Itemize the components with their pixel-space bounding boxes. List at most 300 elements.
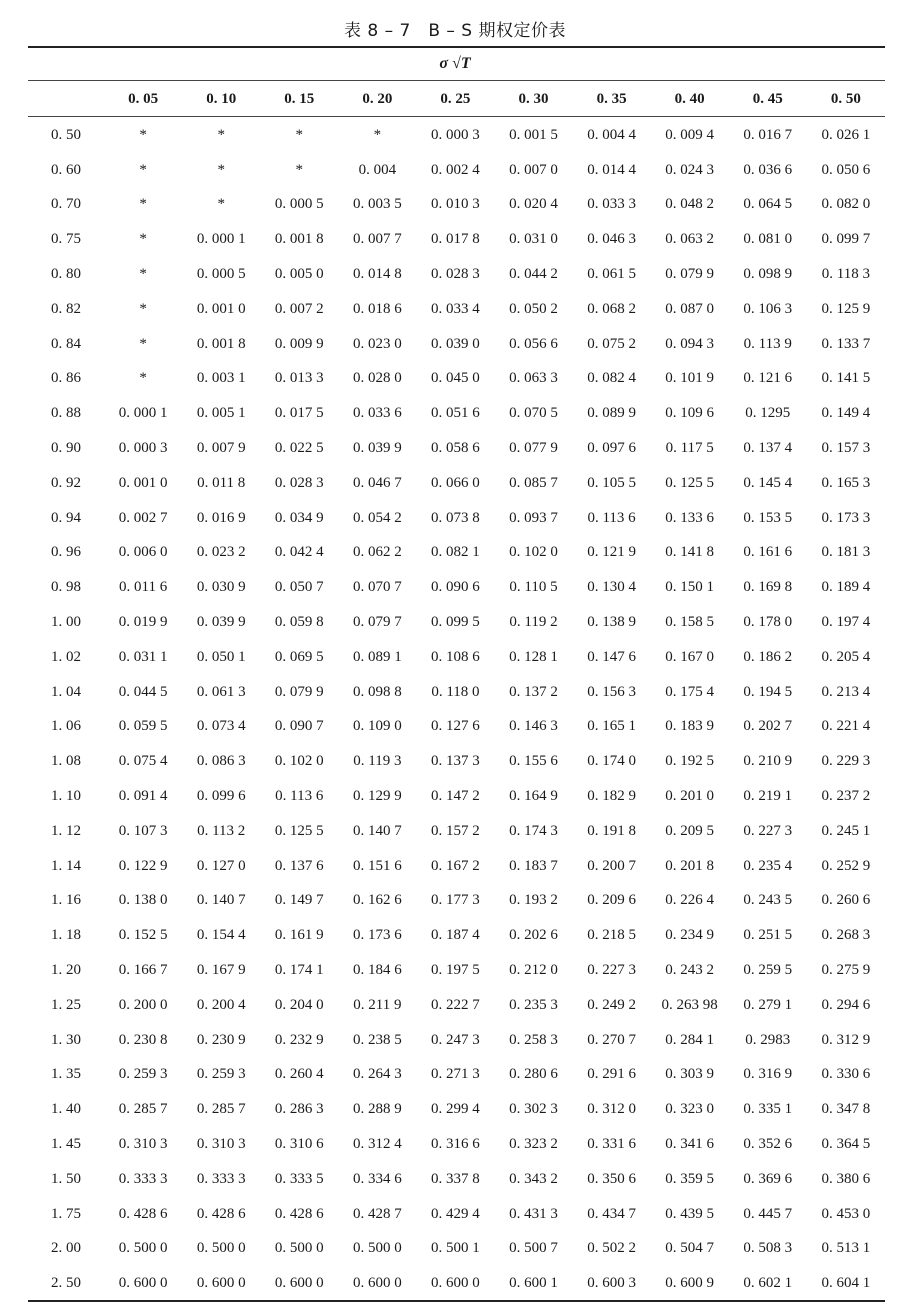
- table-cell: 0. 183 9: [665, 718, 715, 735]
- table-cell: 0. 2983: [745, 1031, 791, 1048]
- table-cell: 0. 291 6: [587, 1066, 636, 1083]
- table-cell: 0. 234 9: [665, 927, 715, 944]
- table-cell: 0. 113 9: [743, 335, 792, 352]
- table-cell: 0. 232 9: [274, 1031, 324, 1048]
- table-cell: 0. 062 2: [352, 544, 402, 561]
- table-cell: 0. 014 8: [352, 266, 402, 283]
- table-cell: 0. 227 3: [587, 962, 636, 979]
- table-cell: 0. 343 2: [509, 1170, 558, 1187]
- table-cell: 0. 109 6: [665, 405, 715, 422]
- table-cell: 0. 189 4: [821, 579, 871, 596]
- table-cell: 0. 003 1: [196, 370, 246, 387]
- table-cell: 0. 009 4: [665, 126, 715, 143]
- table-cell: 0. 121 9: [587, 544, 636, 561]
- table-cell: 0. 310 3: [118, 1136, 168, 1152]
- table-cell: 0. 011 6: [119, 579, 168, 596]
- bottom-rule: [28, 1300, 885, 1302]
- table-cell: 0. 310 6: [274, 1136, 324, 1152]
- table-cell: 0. 108 6: [431, 648, 480, 665]
- table-cell: 0. 157 2: [431, 822, 480, 839]
- table-cell: 0. 000 5: [196, 266, 246, 283]
- table-body: [28, 116, 885, 1301]
- table-cell: 0. 439 5: [665, 1205, 715, 1222]
- table-cell: 0. 213 4: [821, 683, 871, 700]
- table-cell: 0. 153 5: [743, 509, 793, 526]
- table-cell: 0. 500 0: [274, 1240, 324, 1257]
- table-cell: 0. 303 9: [665, 1066, 715, 1083]
- table-cell: 0. 091 4: [118, 788, 168, 805]
- table-cell: 0. 197 4: [821, 614, 871, 631]
- table-row: [28, 222, 885, 257]
- table-cell: 0. 033 4: [431, 300, 480, 317]
- table-cell: 0. 237 2: [821, 788, 871, 805]
- row-label: 0. 80: [51, 266, 82, 283]
- table-cell: 0. 288 9: [352, 1101, 402, 1118]
- table-row: [28, 466, 885, 501]
- table-cell: 0. 058 6: [431, 440, 480, 457]
- table-cell: 0. 109 0: [352, 718, 402, 735]
- table-cell: 0. 212 0: [509, 962, 558, 979]
- table-cell: 0. 600 1: [509, 1275, 558, 1292]
- table-cell: 0. 001 8: [274, 231, 324, 248]
- table-cell: 0. 003 5: [352, 196, 402, 213]
- table-cell: 0. 005 1: [196, 405, 246, 422]
- table-cell: 0. 099 5: [431, 614, 480, 631]
- table-cell: 0. 082 4: [587, 370, 636, 387]
- table-cell: 0. 044 2: [509, 266, 558, 283]
- table-cell: 0. 020 4: [509, 196, 558, 213]
- table-cell: 0. 337 8: [431, 1170, 480, 1187]
- table-cell: 0. 137 3: [431, 753, 480, 770]
- table-cell: 0. 113 6: [587, 509, 636, 526]
- table-cell: 0. 166 7: [118, 962, 168, 979]
- table-cell: 0. 600 0: [352, 1275, 402, 1292]
- table-cell: *: [295, 161, 304, 178]
- table-cell: 0. 102 0: [274, 753, 324, 770]
- header-corner: [28, 82, 104, 116]
- table-cell: 0. 097 6: [587, 440, 636, 457]
- table-cell: 0. 090 7: [274, 718, 324, 735]
- table-cell: 0. 016 7: [743, 126, 793, 143]
- row-label: 1. 10: [51, 788, 82, 805]
- table-cell: 0. 090 6: [431, 579, 480, 596]
- table-cell: 0. 167 9: [196, 962, 246, 979]
- table-cell: 0. 210 9: [743, 753, 793, 770]
- table-cell: 0. 069 5: [274, 648, 324, 665]
- sigma-rule: [28, 80, 885, 81]
- table-cell: 0. 600 9: [665, 1275, 715, 1292]
- table-cell: 0. 075 2: [587, 335, 636, 352]
- table-cell: 0. 130 4: [587, 579, 636, 596]
- table-cell: 0. 428 6: [118, 1205, 168, 1222]
- table-cell: *: [139, 335, 147, 352]
- table-cell: 0. 221 4: [821, 718, 871, 735]
- table-cell: 0. 033 6: [352, 405, 402, 422]
- row-label: 1. 35: [51, 1066, 82, 1083]
- table-cell: 0. 428 6: [196, 1205, 246, 1222]
- table-cell: 0. 099 6: [196, 788, 246, 805]
- table-cell: 0. 200 0: [118, 996, 168, 1013]
- table-cell: 0. 030 9: [196, 579, 246, 596]
- table-cell: 0. 312 0: [587, 1101, 636, 1118]
- table-cell: 0. 186 2: [743, 648, 793, 665]
- table-cell: 0. 333 3: [118, 1170, 168, 1187]
- top-rule: [28, 46, 885, 48]
- table-row: [28, 292, 885, 327]
- header-row: [28, 82, 885, 116]
- table-cell: 0. 026 1: [821, 126, 871, 143]
- table-row: [28, 814, 885, 849]
- table-cell: 0. 046 3: [587, 231, 636, 248]
- table-row: [28, 257, 885, 292]
- row-label: 0. 88: [51, 405, 82, 422]
- table-cell: *: [139, 370, 147, 387]
- table-cell: 0. 147 6: [587, 648, 636, 665]
- table-cell: 0. 508 3: [743, 1240, 793, 1257]
- table-cell: 0. 500 0: [118, 1240, 168, 1257]
- table-cell: 0. 245 1: [821, 822, 871, 839]
- column-header: 0. 45: [752, 90, 783, 107]
- table-cell: 0. 005 0: [274, 266, 324, 283]
- table-cell: 0. 017 5: [274, 405, 324, 422]
- table-row: [28, 953, 885, 988]
- table-cell: 0. 184 6: [352, 962, 402, 979]
- row-label: 1. 14: [51, 857, 82, 874]
- table-cell: 0. 331 6: [587, 1136, 636, 1152]
- table-cell: 0. 323 0: [665, 1101, 715, 1118]
- table-cell: 0. 175 4: [665, 683, 715, 700]
- table-cell: 0. 333 5: [274, 1170, 324, 1187]
- table-cell: *: [295, 126, 304, 143]
- table-cell: *: [217, 196, 225, 213]
- row-label: 1. 20: [51, 962, 82, 979]
- table-cell: 0. 102 0: [509, 544, 558, 561]
- table-cell: 0. 036 6: [743, 161, 793, 178]
- table-cell: 0. 000 1: [196, 231, 246, 248]
- table-cell: 0. 167 0: [665, 648, 715, 665]
- table-cell: 0. 093 7: [509, 509, 558, 526]
- table-cell: 0. 079 7: [352, 614, 402, 631]
- table-cell: 0. 280 6: [509, 1066, 558, 1083]
- table-cell: 0. 086 3: [196, 753, 246, 770]
- table-cell: 0. 000 3: [118, 440, 168, 457]
- table-cell: 0. 081 0: [743, 231, 793, 248]
- table-cell: 0. 007 7: [352, 231, 402, 248]
- table-cell: 0. 202 7: [743, 718, 793, 735]
- table-cell: 0. 187 4: [431, 927, 480, 944]
- table-cell: *: [139, 196, 147, 213]
- table-cell: 0. 010 3: [431, 196, 480, 213]
- table-cell: 0. 453 0: [821, 1205, 871, 1222]
- table-cell: 0. 079 9: [274, 683, 324, 700]
- table-cell: 0. 098 9: [743, 266, 793, 283]
- column-header: 0. 05: [128, 90, 159, 107]
- table-cell: *: [139, 266, 147, 283]
- table-cell: 0. 019 9: [118, 614, 168, 631]
- table-cell: 0. 034 9: [274, 509, 324, 526]
- table-cell: 0. 113 2: [197, 822, 246, 839]
- table-cell: 0. 149 7: [274, 892, 324, 909]
- table-cell: 0. 151 6: [352, 857, 402, 874]
- table-cell: 0. 286 3: [274, 1101, 324, 1118]
- table-row: [28, 1127, 885, 1162]
- table-row: [28, 536, 885, 571]
- row-label: 0. 94: [51, 509, 82, 526]
- table-cell: 0. 202 6: [509, 927, 558, 944]
- table-cell: 0. 192 5: [665, 753, 715, 770]
- table-cell: 0. 369 6: [743, 1170, 793, 1187]
- column-header: 0. 15: [284, 90, 315, 107]
- row-label: 0. 82: [51, 300, 82, 317]
- row-label: 0. 50: [51, 126, 82, 143]
- table-cell: 0. 147 2: [431, 788, 480, 805]
- table-cell: 0. 133 6: [665, 509, 715, 526]
- table-cell: 0. 022 5: [274, 440, 324, 457]
- table-cell: *: [373, 126, 382, 143]
- row-label: 1. 25: [51, 996, 82, 1013]
- table-cell: 0. 023 2: [196, 544, 246, 561]
- table-cell: 0. 002 4: [431, 161, 480, 178]
- table-cell: 0. 434 7: [587, 1205, 636, 1222]
- table-cell: 0. 009 9: [274, 335, 324, 352]
- table-cell: 0. 513 1: [821, 1240, 871, 1257]
- table-cell: 0. 226 4: [665, 892, 715, 909]
- table-cell: 0. 121 6: [743, 370, 793, 387]
- table-cell: 0. 260 6: [821, 892, 871, 909]
- row-label: 2. 00: [51, 1240, 82, 1257]
- table-cell: 0. 350 6: [587, 1170, 636, 1187]
- table-cell: 0. 017 8: [431, 231, 480, 248]
- table-cell: 0. 031 0: [509, 231, 558, 248]
- table-row: [28, 1197, 885, 1232]
- table-cell: 0. 500 1: [431, 1240, 480, 1257]
- row-label: 0. 92: [51, 474, 82, 491]
- table-cell: 0. 044 5: [118, 683, 168, 700]
- table-cell: 0. 050 7: [274, 579, 324, 596]
- table-cell: 0. 028 3: [431, 266, 480, 283]
- table-cell: 0. 200 7: [587, 857, 636, 874]
- column-header: 0. 10: [206, 90, 237, 107]
- table-cell: 0. 502 2: [587, 1240, 636, 1257]
- table-cell: 0. 140 7: [196, 892, 246, 909]
- column-header: 0. 20: [362, 90, 393, 107]
- row-label: 1. 45: [51, 1136, 82, 1152]
- table-cell: 0. 334 6: [352, 1170, 402, 1187]
- table-cell: 0. 445 7: [743, 1205, 793, 1222]
- table-cell: 0. 227 3: [743, 822, 793, 839]
- table-cell: 0. 201 8: [665, 857, 715, 874]
- table-cell: 0. 285 7: [118, 1101, 168, 1118]
- table-row: [28, 188, 885, 223]
- table-cell: 0. 201 0: [665, 788, 715, 805]
- table-cell: 0. 089 1: [352, 648, 402, 665]
- table-cell: 0. 161 9: [274, 927, 324, 944]
- table-cell: 0. 249 2: [587, 996, 636, 1013]
- table-cell: 0. 247 3: [431, 1031, 480, 1048]
- table-cell: 0. 039 9: [196, 614, 246, 631]
- table-cell: 0. 011 8: [197, 474, 246, 491]
- table-cell: 0. 258 3: [509, 1031, 558, 1048]
- table-row: [28, 779, 885, 814]
- column-header: 0. 50: [830, 90, 861, 107]
- table-cell: *: [217, 161, 225, 178]
- table-cell: 0. 235 4: [743, 857, 793, 874]
- table-cell: 0. 162 6: [352, 892, 402, 909]
- table-cell: *: [139, 126, 147, 143]
- table-cell: 0. 006 0: [118, 544, 168, 561]
- table-cell: 0. 014 4: [587, 161, 636, 178]
- table-cell: 0. 229 3: [821, 753, 871, 770]
- table-cell: 0. 252 9: [821, 857, 871, 874]
- table-cell: *: [139, 231, 147, 248]
- table-cell: 0. 119 3: [353, 753, 402, 770]
- table-cell: 0. 004: [358, 161, 397, 178]
- table-cell: 0. 429 4: [431, 1205, 480, 1222]
- table-cell: 0. 075 4: [118, 753, 168, 770]
- table-row: [28, 1023, 885, 1058]
- table-cell: 0. 028 3: [274, 474, 324, 491]
- table-cell: 0. 089 9: [587, 405, 636, 422]
- table-cell: 0. 061 5: [587, 266, 636, 283]
- table-row: [28, 640, 885, 675]
- row-label: 1. 75: [51, 1205, 82, 1222]
- table-cell: 0. 070 7: [352, 579, 402, 596]
- table-cell: 0. 000 5: [274, 196, 324, 213]
- table-cell: 0. 054 2: [352, 509, 402, 526]
- table-cell: 0. 077 9: [509, 440, 558, 457]
- table-cell: 0. 118 3: [821, 266, 870, 283]
- table-cell: 0. 316 9: [743, 1066, 793, 1083]
- table-cell: 0. 330 6: [821, 1066, 871, 1083]
- row-label: 0. 60: [51, 161, 82, 178]
- table-cell: 0. 352 6: [743, 1136, 793, 1152]
- table-cell: 0. 007 0: [509, 161, 558, 178]
- table-cell: 0. 431 3: [509, 1205, 558, 1222]
- table-cell: 0. 141 8: [665, 544, 715, 561]
- table-cell: 0. 107 3: [118, 822, 168, 839]
- table-cell: 0. 001 0: [118, 474, 168, 491]
- table-cell: 0. 128 1: [509, 648, 558, 665]
- table-cell: 0. 259 3: [196, 1066, 246, 1083]
- table-cell: 0. 001 8: [196, 335, 246, 352]
- table-row: [28, 116, 885, 153]
- row-label: 1. 16: [51, 892, 82, 909]
- row-label: 1. 02: [51, 648, 82, 665]
- table-cell: 0. 125 5: [665, 474, 715, 491]
- table-cell: 0. 101 9: [665, 370, 715, 387]
- table-cell: 0. 259 3: [118, 1066, 168, 1083]
- table-cell: 0. 000 3: [431, 126, 480, 143]
- table-cell: 0. 364 5: [821, 1136, 871, 1152]
- table-cell: 0. 209 5: [665, 822, 715, 839]
- table-cell: 0. 264 3: [352, 1066, 402, 1083]
- table-row: [28, 1162, 885, 1197]
- row-label: 0. 75: [51, 231, 82, 248]
- table-row: [28, 1232, 885, 1267]
- table-cell: 0. 302 3: [509, 1101, 558, 1118]
- table-cell: 0. 169 8: [743, 579, 793, 596]
- table-cell: 0. 050 2: [509, 300, 558, 317]
- table-cell: 0. 064 5: [743, 196, 793, 213]
- table-cell: 0. 066 0: [431, 474, 480, 491]
- table-cell: *: [217, 126, 225, 143]
- table-cell: 0. 110 5: [509, 579, 558, 596]
- column-header: 0. 40: [674, 90, 705, 107]
- row-label: 1. 50: [51, 1170, 82, 1187]
- table-row: [28, 570, 885, 605]
- table-cell: 0. 140 7: [352, 822, 402, 839]
- table-row: [28, 327, 885, 362]
- table-cell: 0. 271 3: [431, 1066, 480, 1083]
- table-cell: 0. 118 0: [431, 683, 480, 700]
- table-cell: 0. 125 5: [274, 822, 324, 839]
- table-cell: 0. 024 3: [665, 161, 715, 178]
- table-cell: 0. 259 5: [743, 962, 793, 979]
- row-label: 0. 86: [51, 370, 82, 387]
- table-cell: 0. 068 2: [587, 300, 636, 317]
- table-cell: 0. 161 6: [743, 544, 793, 561]
- table-cell: 0. 119 2: [509, 614, 558, 631]
- table-cell: 0. 275 9: [821, 962, 871, 979]
- table-cell: 0. 046 7: [352, 474, 402, 491]
- table-cell: 0. 039 0: [431, 335, 480, 352]
- table-cell: 0. 001 0: [196, 300, 246, 317]
- table-cell: 0. 113 6: [275, 788, 324, 805]
- table-cell: 0. 182 9: [587, 788, 636, 805]
- table-cell: 0. 285 7: [196, 1101, 246, 1118]
- table-cell: 0. 218 5: [587, 927, 636, 944]
- table-cell: 0. 056 6: [509, 335, 558, 352]
- table-cell: 0. 219 1: [743, 788, 793, 805]
- table-cell: 0. 048 2: [665, 196, 715, 213]
- table-cell: 0. 222 7: [431, 996, 480, 1013]
- table-cell: 0. 023 0: [352, 335, 402, 352]
- table-cell: 0. 209 6: [587, 892, 636, 909]
- row-label: 1. 12: [51, 822, 82, 839]
- table-cell: 0. 145 4: [743, 474, 793, 491]
- table-cell: 0. 106 3: [743, 300, 793, 317]
- table-cell: 0. 504 7: [665, 1240, 715, 1257]
- table-row: [28, 675, 885, 710]
- table-cell: 0. 138 9: [587, 614, 636, 631]
- row-label: 0. 84: [51, 335, 82, 352]
- table-cell: 0. 122 9: [118, 857, 168, 874]
- table-cell: 0. 133 7: [821, 335, 871, 352]
- table-cell: 0. 341 6: [665, 1136, 715, 1152]
- table-cell: 0. 1295: [745, 405, 791, 422]
- row-label: 1. 30: [51, 1031, 82, 1048]
- table-cell: 0. 001 5: [509, 126, 558, 143]
- table-cell: 0. 138 0: [118, 892, 168, 909]
- row-label: 1. 06: [51, 718, 82, 735]
- table-cell: 0. 002 7: [118, 509, 168, 526]
- table-cell: 0. 059 5: [118, 718, 168, 735]
- table-cell: 0. 059 8: [274, 614, 324, 631]
- table-cell: 0. 602 1: [743, 1275, 793, 1292]
- table-cell: 0. 045 0: [431, 370, 480, 387]
- table-cell: 0. 600 0: [118, 1275, 168, 1292]
- row-label: 0. 90: [51, 440, 82, 457]
- table-row: [28, 431, 885, 466]
- table-cell: 0. 380 6: [821, 1170, 871, 1187]
- table-cell: 0. 173 6: [352, 927, 402, 944]
- table-cell: 0. 167 2: [431, 857, 480, 874]
- table-cell: 0. 016 9: [196, 509, 246, 526]
- table-row: [28, 1092, 885, 1127]
- table-cell: 0. 183 7: [509, 857, 558, 874]
- table-cell: 0. 260 4: [274, 1066, 324, 1083]
- table-row: [28, 153, 885, 188]
